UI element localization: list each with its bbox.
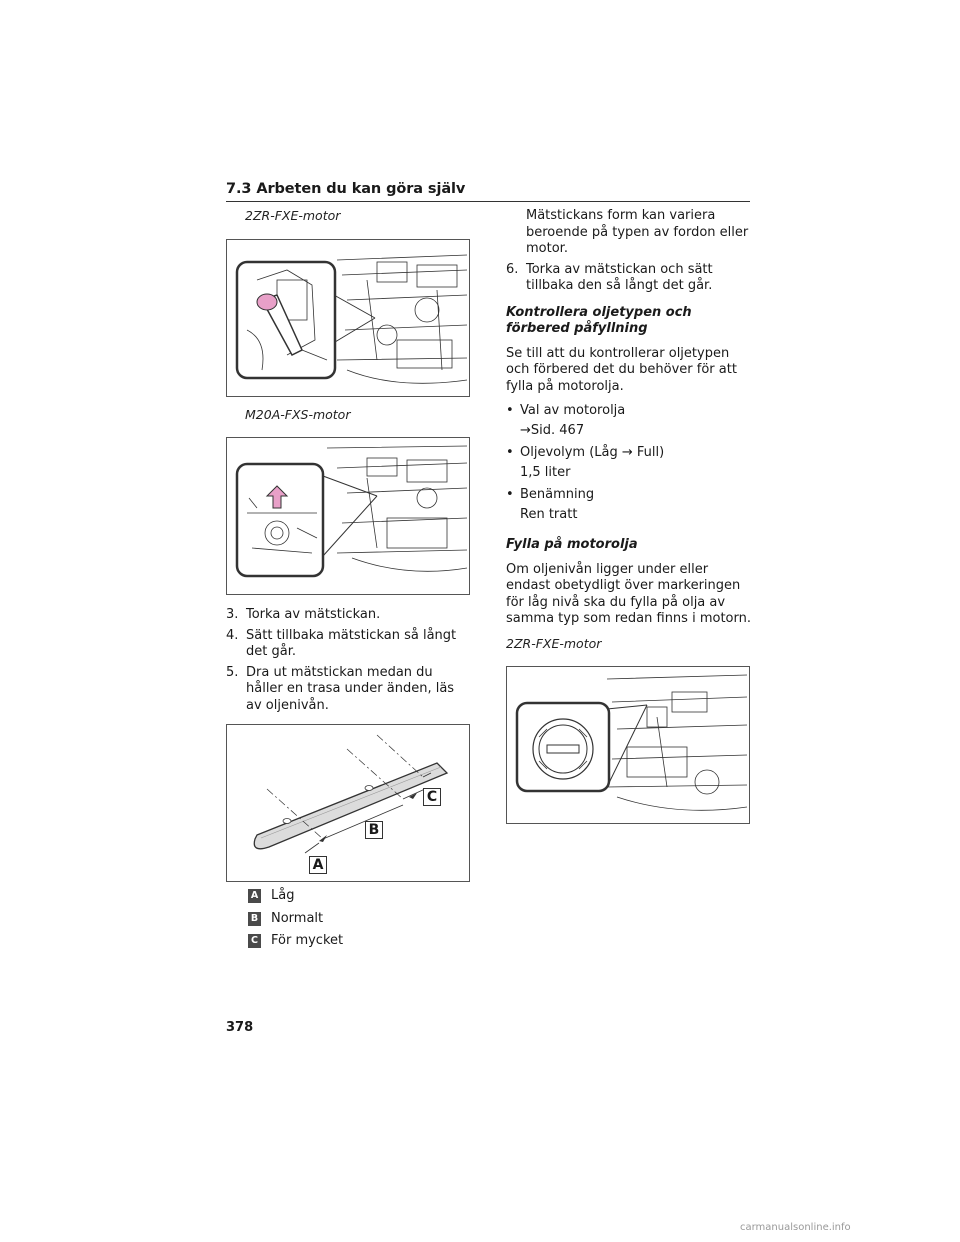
footer-watermark: carmanualsonline.info bbox=[740, 1222, 851, 1233]
caption-2zr-fxe-fill: 2ZR-FXE-motor bbox=[506, 635, 602, 651]
heading-check-oil-type: Kontrollera oljetypen och förbered påfyllning bbox=[506, 304, 692, 336]
paragraph-check-oil: Se till att du kontrollerar oljetypen och förbered det du behöver för att fylla på motorolja. bbox=[506, 345, 737, 394]
dipstick-label-c: C bbox=[423, 788, 441, 806]
right-column bbox=[506, 208, 754, 824]
dipstick-note: Mätstickans form kan variera beroende på typen av fordon eller motor. bbox=[526, 208, 749, 256]
left-column bbox=[226, 208, 471, 956]
step-item: 5. Dra ut mätstickan medan du håller en trasa under änden, läs av oljenivån. bbox=[226, 664, 455, 713]
bullet-list bbox=[506, 403, 754, 523]
bullet-item: • Val av motorolja bbox=[506, 403, 626, 418]
figure-m20a-fxs-dipstick bbox=[226, 437, 470, 595]
legend-badge-c: C bbox=[248, 934, 261, 948]
bullet-item: • Oljevolym (Låg → Full) bbox=[506, 445, 665, 460]
section-title: 7.3 Arbeten du kan göra själv bbox=[226, 181, 466, 197]
step-item: 4. Sätt tillbaka mätstickan så långt det går. bbox=[226, 627, 457, 659]
section-header bbox=[226, 178, 750, 202]
legend-list bbox=[226, 888, 471, 950]
caption-m20a-fxs: M20A-FXS-motor bbox=[245, 406, 351, 422]
caption-2zr-fxe: 2ZR-FXE-motor bbox=[245, 208, 341, 223]
figure-oil-filler-cap bbox=[506, 666, 750, 824]
step-item: 6. Torka av mätstickan och sätt tillbaka den så långt det går. bbox=[506, 261, 713, 293]
bullet-value: →Sid. 467 bbox=[520, 422, 585, 438]
heading-fill-oil: Fylla på motorolja bbox=[506, 537, 638, 552]
legend-item: A Låg bbox=[248, 888, 471, 905]
bullet-value: 1,5 liter bbox=[520, 464, 571, 480]
paragraph-fill-oil: Om oljenivån ligger under eller endast obetydligt över markeringen för låg nivå ska du fylla på olja av samma typ som redan finns i motorn. bbox=[506, 561, 751, 626]
legend-item: C För mycket bbox=[248, 933, 471, 950]
steps-list-left bbox=[226, 607, 471, 714]
bullet-value: Ren tratt bbox=[520, 506, 578, 522]
page-number: 378 bbox=[226, 1020, 254, 1035]
step-item: 3. Torka av mätstickan. bbox=[226, 607, 381, 622]
figure-2zr-fxe-dipstick bbox=[226, 239, 470, 397]
steps-list-right bbox=[506, 262, 754, 295]
dipstick-label-b: B bbox=[365, 821, 383, 839]
bullet-item: • Benämning bbox=[506, 487, 595, 502]
figure-dipstick-levels bbox=[226, 724, 470, 882]
dipstick-label-a: A bbox=[309, 856, 327, 874]
legend-badge-b: B bbox=[248, 912, 261, 926]
legend-badge-a: A bbox=[248, 889, 261, 903]
legend-item: B Normalt bbox=[248, 911, 471, 928]
